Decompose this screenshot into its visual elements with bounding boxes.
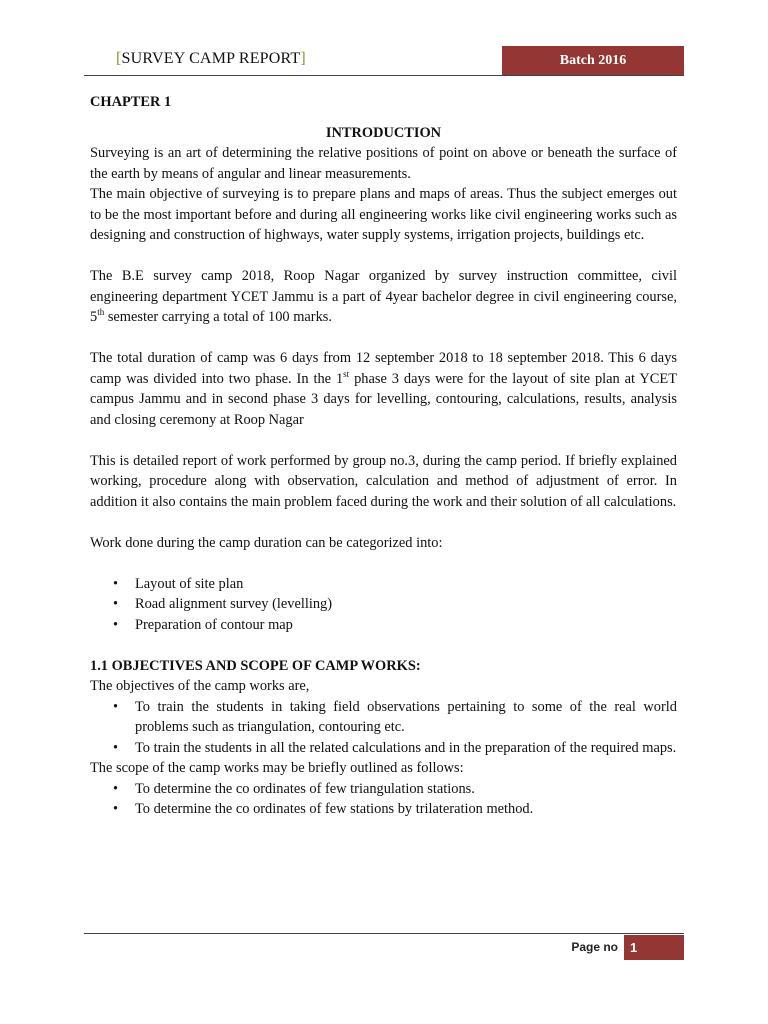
document-body: [90, 92, 677, 820]
duration-text-b: phase 3 days were for the layout of site plan at YCET campus Jammu and in second phase 3 days for levelling, contouring, calculations, results, analysis and closing ceremony at Roop Nagar: [90, 370, 677, 428]
list-item: • To determine the co ordinates of few triangulation stations.: [90, 779, 677, 800]
camp-text-b: semester carrying a total of 100 marks.: [104, 309, 332, 325]
list-item: • Preparation of contour map: [90, 615, 677, 636]
page-header: [84, 46, 684, 76]
duration-superscript: st: [343, 368, 350, 379]
scope-list: [90, 779, 677, 820]
title-bracket-close: ]: [300, 50, 306, 67]
list-item: • To train the students in all the related calculations and in the preparation of the required maps.: [90, 738, 677, 759]
page-number: 1: [624, 935, 684, 960]
work-list: [90, 574, 677, 636]
work-intro: Work done during the camp duration can be categorized into:: [90, 534, 443, 551]
list-item: • To train the students in taking field observations pertaining to some of the real world problems such as triangulation, contouring etc.: [90, 697, 677, 738]
introduction-heading: INTRODUCTION: [325, 124, 442, 141]
report-title: [116, 50, 306, 68]
duration-paragraph: [90, 348, 677, 430]
section-heading: 1.1 OBJECTIVES AND SCOPE OF CAMP WORKS:: [90, 657, 421, 674]
intro-paragraph-2: The main objective of surveying is to prepare plans and maps of areas. Thus the subject emerges out to be the most important before and during all engineering works like civil engineering works such as designing and construction of highways, water supply systems, irrigation projects, buildings etc.: [90, 186, 677, 243]
list-item: • Layout of site plan: [90, 574, 677, 595]
report-paragraph: This is detailed report of work performed by group no.3, during the camp period. If briefly explained working, procedure along with observation, calculation and method of adjustment of error. In addition it also contains the main problem faced during the work and their solution of all calculations.: [90, 452, 677, 510]
objectives-intro: The objectives of the camp works are,: [90, 678, 310, 694]
camp-paragraph: [90, 266, 677, 328]
objectives-list: [90, 697, 677, 759]
duration-text-a: The total duration of camp was 6 days from 12 september 2018 to 18 september 2018. This 6 days camp was divided into two phase. In the 1: [90, 350, 677, 387]
batch-badge: Batch 2016: [502, 46, 684, 75]
list-item: • Road alignment survey (levelling): [90, 594, 677, 615]
intro-paragraph-1: Surveying is an art of determining the relative positions of point on above or beneath the surface of the earth by means of angular and linear measurements.: [90, 145, 677, 182]
scope-intro: The scope of the camp works may be briefly outlined as follows:: [90, 760, 464, 776]
title-bracket-open: [: [116, 50, 122, 67]
camp-superscript: th: [97, 307, 105, 318]
list-item: • To determine the co ordinates of few stations by trilateration method.: [90, 799, 677, 820]
report-title-text: SURVEY CAMP REPORT: [121, 50, 301, 67]
page-label: Page no: [571, 940, 618, 954]
page-footer: [84, 933, 684, 955]
camp-text-a: The B.E survey camp 2018, Roop Nagar organized by survey instruction committee, civil engineering department YCET Jammu is a part of 4year bachelor degree in civil engineering course, 5: [90, 268, 677, 325]
chapter-heading: CHAPTER 1: [90, 94, 172, 110]
